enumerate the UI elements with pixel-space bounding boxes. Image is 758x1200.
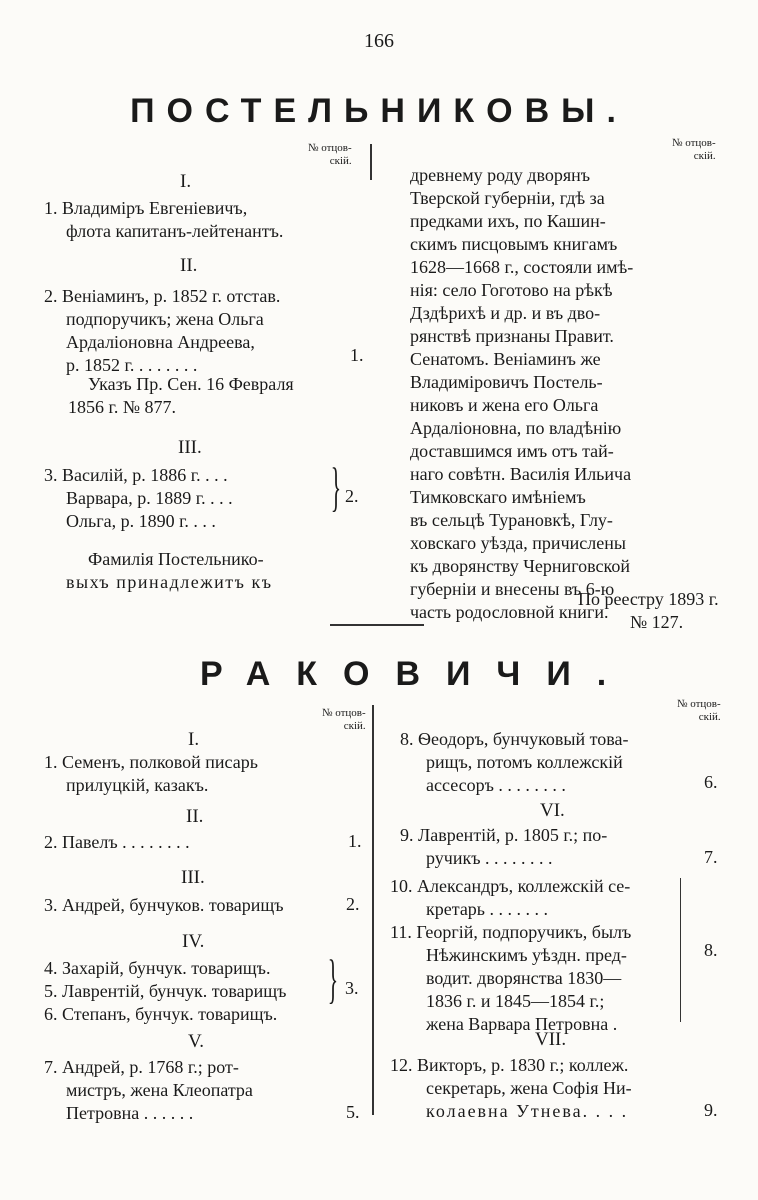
- entry-line: ассесоръ . . . . . . . .: [426, 775, 566, 795]
- history-line: никовъ и жена его Ольга: [410, 395, 599, 415]
- bracket-line: [680, 878, 681, 1022]
- history-line: часть родословной книги.: [410, 602, 609, 622]
- entry-line: р. 1852 г. . . . . . . .: [66, 355, 198, 375]
- entry-line: Нѣжинскимъ уѣздн. пред-: [426, 945, 627, 965]
- entry-line: 1836 г. и 1845—1854 г.;: [426, 991, 605, 1011]
- entry-line: кретарь . . . . . . .: [426, 899, 549, 919]
- entry-line: флота капитанъ-лейтенантъ.: [66, 221, 284, 241]
- history-line: въ сельцѣ Турановкѣ, Глу-: [410, 510, 613, 530]
- col-header-left: [308, 142, 352, 168]
- entry-number: 6.: [704, 772, 718, 792]
- reestr-reference: [578, 588, 719, 634]
- entry-line: Ардаліоновна Андреева,: [66, 332, 255, 352]
- entry-line: 1856 г. № 877.: [68, 397, 177, 417]
- generation-roman: V.: [188, 1031, 205, 1052]
- brace: }: [327, 949, 339, 1009]
- entry-line: Указъ Пр. Сен. 16 Февраля: [88, 374, 294, 394]
- entry-line: Варвара, р. 1889 г. . . .: [66, 488, 233, 508]
- col-header-line: скій.: [343, 720, 366, 732]
- col-header-line: № отцов-: [308, 142, 352, 154]
- entry-7: [44, 1056, 253, 1125]
- entry-line: секретарь, жена Софія Ни-: [426, 1078, 632, 1098]
- entry-line: прилуцкій, казакъ.: [66, 775, 209, 795]
- entry-line: 8. Ѳеодоръ, бунчуковый това-: [400, 729, 629, 749]
- entry-number: 8.: [704, 940, 718, 960]
- entry-line: 11. Георгій, подпоручикъ, былъ: [390, 922, 632, 942]
- ukaz-note: [68, 373, 294, 419]
- entry-line: 12. Викторъ, р. 1830 г.; коллеж.: [390, 1055, 629, 1075]
- generation-roman: II.: [180, 255, 198, 276]
- section-title-postelnikovy: ПОСТЕЛЬНИКОВЫ.: [130, 92, 628, 130]
- entry-line: Ольга, р. 1890 г. . . .: [66, 511, 216, 531]
- entry-line: ручикъ . . . . . . . .: [426, 848, 553, 868]
- generation-roman: II.: [186, 806, 204, 827]
- entries-10-11: [390, 875, 631, 1036]
- history-line: ховскаго уѣзда, причислены: [410, 533, 626, 553]
- entry-line: 6. Степанъ, бунчук. товарищъ.: [44, 1004, 278, 1024]
- history-line: Сенатомъ. Веніаминъ же: [410, 349, 601, 369]
- entry-1: [44, 197, 283, 243]
- col-header-line: № отцов-: [677, 698, 721, 710]
- column-divider: [372, 705, 374, 1115]
- generation-roman: I.: [188, 729, 200, 750]
- history-line: доставшимся имъ отъ тай-: [410, 441, 614, 461]
- entry-line: колаевна Утнева. . . .: [426, 1101, 629, 1121]
- entry-line: 2. Веніаминъ, р. 1852 г. отстав.: [44, 286, 281, 306]
- generation-roman: III.: [178, 437, 202, 458]
- generation-roman: IV.: [182, 931, 205, 952]
- entry-line: 4. Захарій, бунчук. товарищъ.: [44, 958, 271, 978]
- generation-roman: III.: [181, 867, 205, 888]
- entry-line: Фамилія Постельнико-: [88, 549, 264, 569]
- entry-line: 7. Андрей, р. 1768 г.; рот-: [44, 1057, 239, 1077]
- col-header-left: [322, 707, 366, 733]
- entry-number: 9.: [704, 1100, 718, 1120]
- entry-2: 2. Павелъ . . . . . . . .: [44, 832, 190, 852]
- history-line: предками ихъ, по Кашин-: [410, 211, 606, 231]
- history-line: нія: село Гоготово на рѣкѣ: [410, 280, 613, 300]
- history-line: Владиміровичъ Постель-: [410, 372, 603, 392]
- col-header-line: скій.: [329, 155, 352, 167]
- brace: }: [330, 457, 342, 517]
- entry-line: 10. Александръ, коллежскій се-: [390, 876, 631, 896]
- entry-12: [390, 1054, 632, 1123]
- entries-4-6: [44, 957, 286, 1026]
- entry-line: подпоручикъ; жена Ольга: [66, 309, 264, 329]
- entry-number: 2.: [346, 894, 360, 914]
- entry-line: 9. Лаврентій, р. 1805 г.; по-: [400, 825, 608, 845]
- entry-number: 3.: [345, 978, 359, 998]
- entry-line: 1. Семенъ, полковой писарь: [44, 752, 258, 772]
- page-number: 166: [364, 30, 394, 52]
- col-header-right: [672, 137, 716, 163]
- entry-line: 3. Василій, р. 1886 г. . . .: [44, 465, 228, 485]
- entry-line: мистръ, жена Клеопатра: [66, 1080, 253, 1100]
- col-header-line: № отцов-: [322, 707, 366, 719]
- history-line: Тверской губерніи, гдѣ за: [410, 188, 605, 208]
- family-history: [410, 164, 726, 624]
- entry-line: водит. дворянства 1830—: [426, 968, 622, 988]
- history-line: къ дворянству Черниговской: [410, 556, 630, 576]
- col-header-right: [677, 698, 721, 724]
- history-line: рянствѣ признаны Правит.: [410, 326, 614, 346]
- entry-line: рищъ, потомъ коллежскій: [426, 752, 623, 772]
- generation-roman: VI.: [540, 800, 565, 821]
- generation-roman: I.: [180, 171, 192, 192]
- section-divider: [330, 624, 424, 626]
- history-line: древнему роду дворянъ: [410, 165, 591, 185]
- entry-2: [44, 285, 280, 377]
- section-title-rakovichi: РАКОВИЧИ.: [200, 655, 633, 693]
- history-line: губерніи и внесены въ 6-ю: [410, 579, 615, 599]
- entry-number: 7.: [704, 847, 718, 867]
- history-line: Тимковскаго имѣніемъ: [410, 487, 586, 507]
- history-line: Ардаліоновна, по владѣнію: [410, 418, 622, 438]
- history-line: 1628—1668 г., состояли имѣ-: [410, 257, 634, 277]
- generation-roman: VII.: [535, 1029, 567, 1050]
- col-header-line: скій.: [698, 711, 721, 723]
- entry-9: [400, 824, 607, 870]
- entry-number: 1.: [350, 345, 364, 365]
- history-line: наго совѣтн. Василія Ильича: [410, 464, 632, 484]
- entry-number: 5.: [346, 1102, 360, 1122]
- family-note: [66, 548, 273, 594]
- history-line: Дздѣрихѣ и др. и въ дво-: [410, 303, 601, 323]
- entry-3: [44, 464, 233, 533]
- entry-line: № 127.: [630, 612, 684, 632]
- entry-1: [44, 751, 258, 797]
- entry-line: выхъ принадлежитъ къ: [66, 572, 273, 592]
- entry-3: 3. Андрей, бунчуков. товарищъ: [44, 895, 284, 915]
- entry-number: 1.: [348, 831, 362, 851]
- entry-line: жена Варвара Петровна .: [426, 1014, 618, 1034]
- col-header-line: скій.: [693, 150, 716, 162]
- entry-line: По реестру 1893 г.: [578, 589, 719, 609]
- column-divider: [370, 144, 372, 180]
- entry-line: 1. Владиміръ Евгеніевичъ,: [44, 198, 248, 218]
- entry-number: 2.: [345, 486, 359, 506]
- history-line: скимъ писцовымъ книгамъ: [410, 234, 618, 254]
- col-header-line: № отцов-: [672, 137, 716, 149]
- entry-line: 5. Лаврентій, бунчук. товарищъ: [44, 981, 287, 1001]
- entry-8: [400, 728, 629, 797]
- entry-line: Петровна . . . . . .: [66, 1103, 194, 1123]
